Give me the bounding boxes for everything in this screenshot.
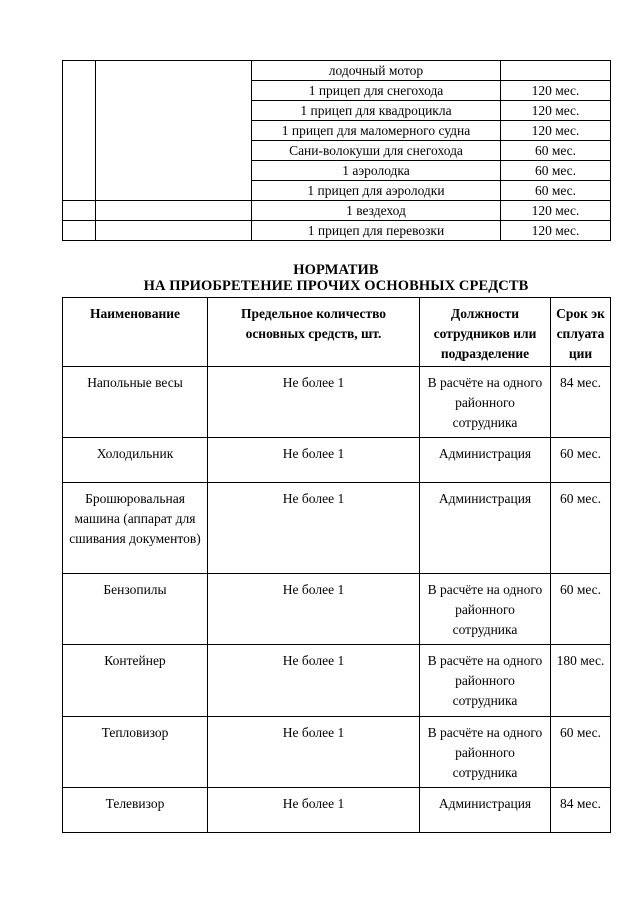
term-cell: 120 мес. bbox=[501, 221, 611, 241]
name-cell: Напольные весы bbox=[63, 367, 208, 438]
item-cell: 1 прицеп для квадроцикла bbox=[252, 101, 501, 121]
category-cell bbox=[96, 61, 252, 201]
other-fixed-assets-table bbox=[62, 297, 611, 833]
term-cell: 60 мес. bbox=[551, 483, 611, 574]
table-row bbox=[63, 483, 611, 574]
name-cell: Холодильник bbox=[63, 438, 208, 483]
table-row bbox=[63, 788, 611, 833]
positions-cell: В расчёте на одного районного сотрудника bbox=[420, 717, 551, 788]
term-cell: 60 мес. bbox=[551, 717, 611, 788]
item-cell: лодочный мотор bbox=[252, 61, 501, 81]
term-cell: 60 мес. bbox=[501, 161, 611, 181]
quantity-cell: Не более 1 bbox=[208, 574, 420, 645]
item-cell: 1 прицеп для маломерного судна bbox=[252, 121, 501, 141]
term-cell: 84 мес. bbox=[551, 367, 611, 438]
name-cell: Телевизор bbox=[63, 788, 208, 833]
term-cell: 120 мес. bbox=[501, 201, 611, 221]
term-cell: 120 мес. bbox=[501, 81, 611, 101]
number-cell bbox=[63, 201, 96, 221]
equipment-continuation-table bbox=[62, 60, 611, 241]
quantity-cell: Не более 1 bbox=[208, 438, 420, 483]
term-cell bbox=[501, 61, 611, 81]
table-row bbox=[63, 61, 611, 81]
term-cell: 180 мес. bbox=[551, 645, 611, 717]
term-cell: 60 мес. bbox=[551, 438, 611, 483]
positions-cell: Администрация bbox=[420, 788, 551, 833]
category-cell bbox=[96, 201, 252, 221]
item-cell: 1 аэролодка bbox=[252, 161, 501, 181]
item-cell: 1 вездеход bbox=[252, 201, 501, 221]
positions-cell: Администрация bbox=[420, 483, 551, 574]
table-row bbox=[63, 574, 611, 645]
quantity-cell: Не более 1 bbox=[208, 788, 420, 833]
table-row bbox=[63, 367, 611, 438]
positions-cell: В расчёте на одного районного сотрудника bbox=[420, 367, 551, 438]
name-cell: Брошюровальная машина (аппарат для сшивания документов) bbox=[63, 483, 208, 574]
quantity-cell: Не более 1 bbox=[208, 367, 420, 438]
table-row bbox=[63, 438, 611, 483]
term-cell: 84 мес. bbox=[551, 788, 611, 833]
positions-cell: Администрация bbox=[420, 438, 551, 483]
term-cell: 60 мес. bbox=[551, 574, 611, 645]
quantity-cell: Не более 1 bbox=[208, 717, 420, 788]
name-cell: Бензопилы bbox=[63, 574, 208, 645]
table-row bbox=[63, 717, 611, 788]
item-cell: Сани-волокуши для снегохода bbox=[252, 141, 501, 161]
name-cell: Контейнер bbox=[63, 645, 208, 717]
table-row bbox=[63, 645, 611, 717]
header-positions: Должности сотрудников или подразделение bbox=[420, 298, 551, 367]
item-cell: 1 прицеп для перевозки bbox=[252, 221, 501, 241]
number-cell bbox=[63, 61, 96, 201]
section-title-line1: НОРМАТИВ bbox=[293, 262, 379, 278]
term-cell: 60 мес. bbox=[501, 141, 611, 161]
category-cell bbox=[96, 221, 252, 241]
name-cell: Тепловизор bbox=[63, 717, 208, 788]
positions-cell: В расчёте на одного районного сотрудника bbox=[420, 645, 551, 717]
number-cell bbox=[63, 221, 96, 241]
table-row bbox=[63, 201, 611, 221]
quantity-cell: Не более 1 bbox=[208, 483, 420, 574]
section-title-line2: НА ПРИОБРЕТЕНИЕ ПРОЧИХ ОСНОВНЫХ СРЕДСТВ bbox=[143, 278, 529, 294]
term-cell: 120 мес. bbox=[501, 121, 611, 141]
term-cell: 120 мес. bbox=[501, 101, 611, 121]
header-term: Срок эксплуатации bbox=[551, 298, 611, 367]
header-name: Наименование bbox=[63, 298, 208, 367]
positions-cell: В расчёте на одного районного сотрудника bbox=[420, 574, 551, 645]
table-row bbox=[63, 221, 611, 241]
header-row bbox=[63, 298, 611, 367]
term-cell: 60 мес. bbox=[501, 181, 611, 201]
item-cell: 1 прицеп для снегохода bbox=[252, 81, 501, 101]
quantity-cell: Не более 1 bbox=[208, 645, 420, 717]
header-quantity: Предельное количество основных средств, шт. bbox=[208, 298, 420, 367]
item-cell: 1 прицеп для аэролодки bbox=[252, 181, 501, 201]
